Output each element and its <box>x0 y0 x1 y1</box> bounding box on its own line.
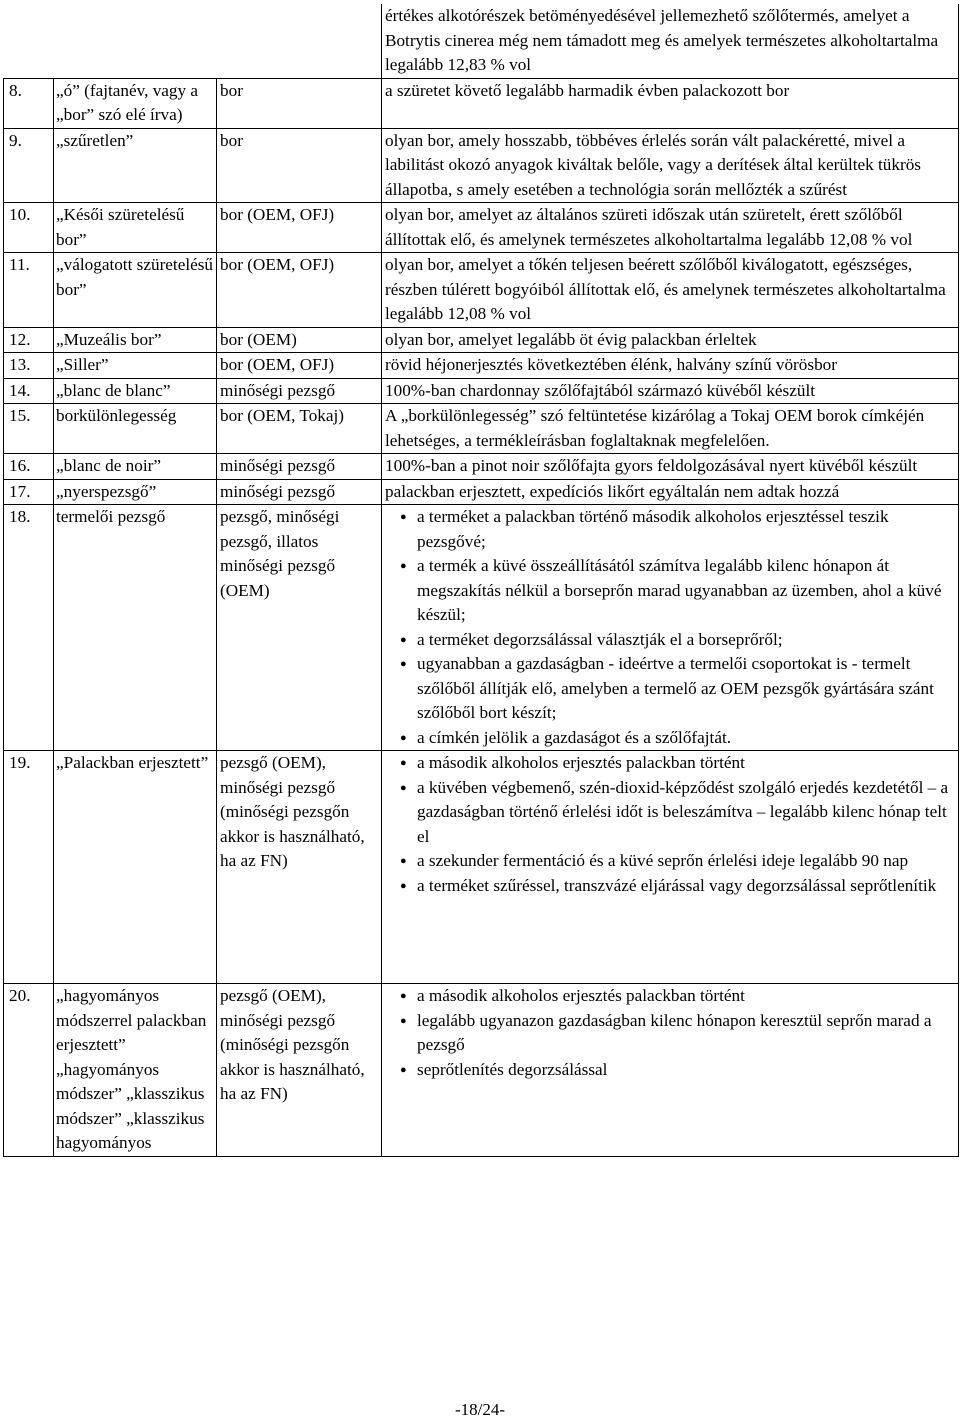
term-name: „blanc de noir” <box>54 454 217 480</box>
table-row <box>4 454 959 480</box>
term-category: minőségi pezsgő <box>217 454 382 480</box>
row-number: 16. <box>4 454 54 480</box>
list-item: ● a címkén jelölik a gazdaságot és a szőlőfajtát. <box>417 726 955 751</box>
term-description: 100%-ban a pinot noir szőlőfajta gyors feldolgozásával nyert küvéből készült <box>382 454 959 480</box>
term-name: „szűretlen” <box>54 128 217 203</box>
term-description: olyan bor, amelyet legalább öt évig palackban érleltek <box>382 327 959 353</box>
term-category: bor <box>217 78 382 128</box>
list-item: ● legalább ugyanazon gazdaságban kilenc hónapon keresztül seprőn marad a pezsgő <box>417 1009 955 1058</box>
term-description: értékes alkotórészek betöményedésével jellemezhető szőlőtermés, amelyet a Botrytis cinerea még nem támadott meg és amelyek természetes alkoholtartalma legalább 12,83 % vol <box>382 4 959 78</box>
table-row <box>4 751 959 984</box>
row-number: 19. <box>4 751 54 984</box>
term-description: olyan bor, amelyet a tőkén teljesen beérett szőlőből kiválogatott, egészséges, részben túlérett bogyóiból állítottak elő, és amelynek természetes alkoholtartalma legalább 12,08 % vol <box>382 253 959 328</box>
list-item: ● seprőtlenítés degorzsálással <box>417 1058 955 1083</box>
term-category: pezsgő (OEM), minőségi pezsgő (minőségi pezsgőn akkor is használható, ha az FN) <box>217 751 382 984</box>
row-number: 17. <box>4 479 54 505</box>
term-name: „Palackban erjesztett” <box>54 751 217 984</box>
row-number: 15. <box>4 404 54 454</box>
term-description <box>382 751 959 984</box>
term-name: „blanc de blanc” <box>54 378 217 404</box>
list-item: ● a második alkoholos erjesztés palackban történt <box>417 751 955 776</box>
term-description: A „borkülönlegesség” szó feltüntetése kizárólag a Tokaj OEM borok címkéjén lehetséges, a termékleírásban foglaltaknak megfelelően. <box>382 404 959 454</box>
term-description: 100%-ban chardonnay szőlőfajtából származó küvéből készült <box>382 378 959 404</box>
row-number: 11. <box>4 253 54 328</box>
term-description: a szüretet követő legalább harmadik évben palackozott bor <box>382 78 959 128</box>
list-item: ● a terméket szűréssel, transzvázé eljárással vagy degorzsálással seprőtlenítik <box>417 874 955 899</box>
page-number: -18/24- <box>454 1400 506 1419</box>
list-item: ● ugyanabban a gazdaságban - ideértve a termelői csoportokat is - termelt szőlőből állítják elő, amelyben a termelő az OEM pezsgők gyártására szánt szőlőből bort készít; <box>417 652 955 726</box>
term-category: bor (OEM, OFJ) <box>217 253 382 328</box>
row-number: 12. <box>4 327 54 353</box>
term-description: olyan bor, amelyet az általános szüreti időszak után szüretelt, érett szőlőből állítottak elő, és amelynek természetes alkoholtartalma legalább 12,08 % vol <box>382 203 959 253</box>
term-category: pezsgő, minőségi pezsgő, illatos minőségi pezsgő (OEM) <box>217 505 382 751</box>
term-name: „hagyományos módszerrel palackban erjesztett” „hagyományos módszer” „klasszikus módszer” „klasszikus hagyományos <box>54 984 217 1157</box>
term-category: pezsgő (OEM), minőségi pezsgő (minőségi pezsgőn akkor is használható, ha az FN) <box>217 984 382 1157</box>
table-row <box>4 203 959 253</box>
term-name: „válogatott szüretelésű bor” <box>54 253 217 328</box>
row-number <box>4 4 54 78</box>
row-number: 8. <box>4 78 54 128</box>
term-category: bor (OEM, OFJ) <box>217 203 382 253</box>
list-item: ● a szekunder fermentáció és a küvé seprőn érlelési ideje legalább 90 nap <box>417 849 955 874</box>
term-category <box>217 4 382 78</box>
list-item: ● a terméket a palackban történő második alkoholos erjesztéssel teszik pezsgővé; <box>417 505 955 554</box>
term-name: „ó” (fajtanév, vagy a „bor” szó elé írva) <box>54 78 217 128</box>
term-name: „nyerspezsgő” <box>54 479 217 505</box>
table-row <box>4 4 959 78</box>
list-item: ● a termék a küvé összeállításától számítva legalább kilenc hónapon át megszakítás nélkül a borseprőn marad ugyanabban az üzemben, ahol a küvé készül; <box>417 554 955 628</box>
list-item: ● a küvében végbemenő, szén-dioxid-képződést szolgáló erjedés kezdetétől – a gazdaságban történő érlelési időt is beleszámítva – legalább kilenc hónap telt el <box>417 776 955 850</box>
table-row <box>4 78 959 128</box>
term-name: „Siller” <box>54 353 217 379</box>
term-description: olyan bor, amely hosszabb, többéves érlelés során vált palackéretté, mivel a labilitást okozó anyagok kiváltak belőle, vagy a derítések által kerültek tükrös állapotba, s amely esetében a technológia során mellőzték a szűrést <box>382 128 959 203</box>
table-row <box>4 404 959 454</box>
table-row <box>4 253 959 328</box>
term-description: palackban erjesztett, expedíciós likőrt egyáltalán nem adtak hozzá <box>382 479 959 505</box>
table-row <box>4 984 959 1157</box>
table-row <box>4 505 959 751</box>
bullet-list <box>385 505 955 750</box>
term-category: minőségi pezsgő <box>217 378 382 404</box>
term-category: minőségi pezsgő <box>217 479 382 505</box>
bullet-list <box>385 984 955 1082</box>
term-description <box>382 984 959 1157</box>
term-name: borkülönlegesség <box>54 404 217 454</box>
term-category: bor <box>217 128 382 203</box>
term-category: bor (OEM) <box>217 327 382 353</box>
row-number: 20. <box>4 984 54 1157</box>
row-number: 13. <box>4 353 54 379</box>
term-name: termelői pezsgő <box>54 505 217 751</box>
row-number: 14. <box>4 378 54 404</box>
row-number: 18. <box>4 505 54 751</box>
bullet-list <box>385 751 955 898</box>
row-number: 9. <box>4 128 54 203</box>
table-row <box>4 128 959 203</box>
term-name: „Késői szüretelésű bor” <box>54 203 217 253</box>
term-category: bor (OEM, OFJ) <box>217 353 382 379</box>
definitions-table <box>3 4 959 1157</box>
term-description <box>382 505 959 751</box>
table-row <box>4 353 959 379</box>
list-item: ● a második alkoholos erjesztés palackban történt <box>417 984 955 1009</box>
term-description: rövid héjonerjesztés következtében élénk, halvány színű vörösbor <box>382 353 959 379</box>
term-name <box>54 4 217 78</box>
term-category: bor (OEM, Tokaj) <box>217 404 382 454</box>
list-item: ● a terméket degorzsálással választják el a borseprőről; <box>417 628 955 653</box>
table-row <box>4 378 959 404</box>
row-number: 10. <box>4 203 54 253</box>
table-row <box>4 327 959 353</box>
table-row <box>4 479 959 505</box>
term-name: „Muzeális bor” <box>54 327 217 353</box>
